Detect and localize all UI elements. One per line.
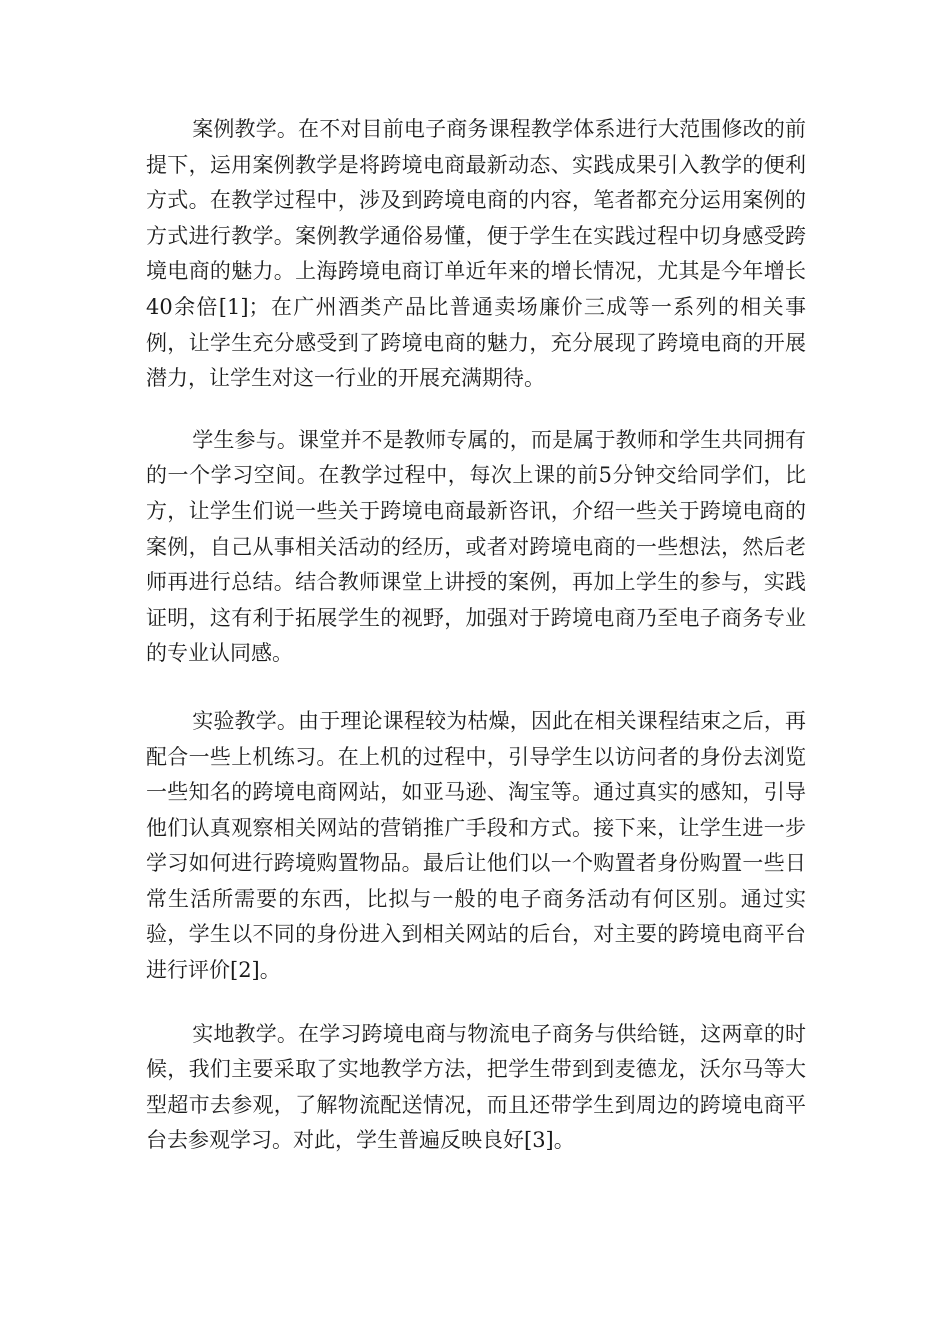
paragraph-student-participation: 学生参与。课堂并不是教师专属的，而是属于教师和学生共同拥有的一个学习空间。在教学过程中，每次上课的前5分钟交给同学们，比方，让学生们说一些关于跨境电商最新咨讯，介绍一些关于跨境电商的案例，自己从事相关活动的经历，或者对跨境电商的一些想法，然后老师再进行总结。结合教师课堂上讲授的案例，再加上学生的参与，实践证明，这有利于拓展学生的视野，加强对于跨境电商乃至电子商务专业的专业认同感。 (146, 427, 806, 666)
document-body (146, 112, 806, 1159)
paragraph-experiment-teaching: 实验教学。由于理论课程较为枯燥，因此在相关课程结束之后，再配合一些上机练习。在上机的过程中，引导学生以访问者的身份去浏览一些知名的跨境电商网站，如亚马逊、淘宝等。通过真实的感知，引导他们认真观察相关网站的营销推广手段和方式。接下来，让学生进一步学习如何进行跨境购置物品。最后让他们以一个购置者身份购置一些日常生活所需要的东西，比拟与一般的电子商务活动有何区别。通过实验，学生以不同的身份进入到相关网站的后台，对主要的跨境电商平台进行评价[2]。 (146, 708, 806, 983)
paragraph-case-teaching: 案例教学。在不对目前电子商务课程教学体系进行大范围修改的前提下，运用案例教学是将跨境电商最新动态、实践成果引入教学的便利方式。在教学过程中，涉及到跨境电商的内容，笔者都充分运用案例的方式进行教学。案例教学通俗易懂，便于学生在实践过程中切身感受跨境电商的魅力。上海跨境电商订单近年来的增长情况，尤其是今年增长40余倍[1]；在广州酒类产品比普通卖场廉价三成等一系列的相关事例，让学生充分感受到了跨境电商的魅力，充分展现了跨境电商的开展潜力，让学生对这一行业的开展充满期待。 (146, 117, 806, 391)
paragraph-field-teaching: 实地教学。在学习跨境电商与物流电子商务与供给链，这两章的时候，我们主要采取了实地教学方法，把学生带到到麦德龙，沃尔马等大型超市去参观，了解物流配送情况，而且还带学生到周边的跨境电商平台去参观学习。对此，学生普遍反映良好[3]。 (146, 1021, 806, 1153)
